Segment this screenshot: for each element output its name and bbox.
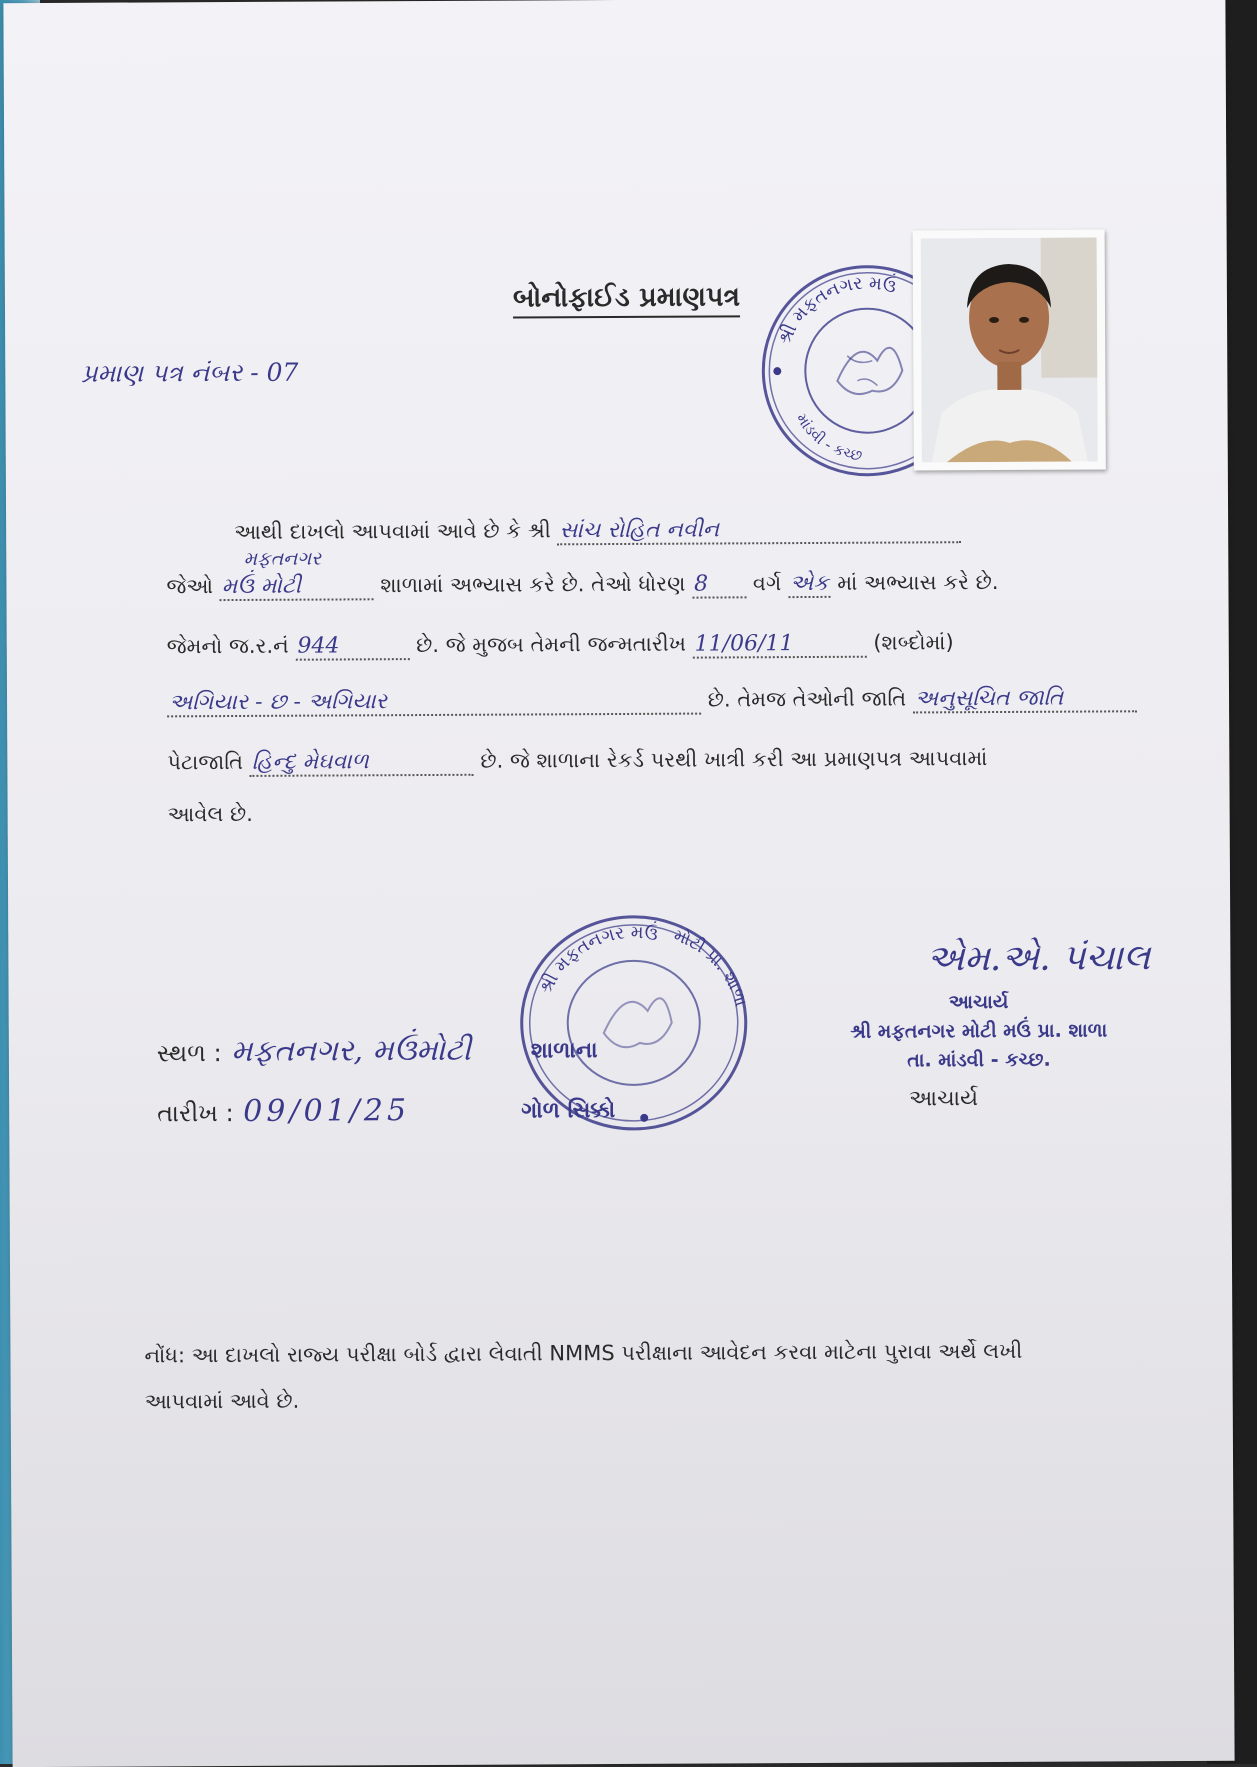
seal-text-top: શ્રી મફતનગર મઉં	[774, 272, 899, 348]
seal2-text-top: શ્રી મફતનગર મઉં	[535, 921, 660, 998]
standard-field: 8	[692, 571, 746, 598]
stamp-school: શ્રી મફતનગર મોટી મઉં પ્રા. શાળા	[850, 1019, 1108, 1043]
line2-suffix: માં અભ્યાસ કરે છે.	[837, 570, 999, 595]
note-line-1: નોંધ: આ દાખલો રાજ્ય પરીક્ષા બોર્ડ દ્વારા લેવાતી NMMS પરીક્ષાના આવેદન કરવા માટેના પુરાવા અર્થે લખી	[144, 1338, 1023, 1368]
birth-date-field: 11/06/11	[693, 631, 867, 659]
date-label: તારીખ :	[157, 1099, 234, 1128]
seal2-text-right: મોટી પ્રા. શાળા	[670, 925, 751, 1009]
school-above-text: મફતનગર	[243, 547, 322, 570]
svg-text:મોટી પ્રા. શાળા	[671, 924, 751, 1009]
body-line-2	[166, 547, 999, 601]
gr-number-field: 944	[295, 633, 409, 661]
body-line-1	[234, 516, 961, 547]
seal-caption-round-seal: ગોળ સિક્કો	[521, 1098, 616, 1124]
student-name-field: સાંચ રોહિત નવીન	[557, 516, 961, 545]
place-line	[157, 1033, 471, 1070]
note-line-2: આપવામાં આવે છે.	[144, 1388, 300, 1414]
body-line-5	[167, 746, 987, 777]
sub-caste-field: હિન્દુ મેઘવાળ	[250, 749, 474, 777]
certificate-paper	[3, 0, 1234, 1767]
line4-mid: છે. તેમજ તેઓની જાતિ	[707, 686, 907, 712]
line3-suffix: (શબ્દોમાં)	[873, 630, 954, 655]
line2-prefix: જેઓ	[166, 574, 214, 599]
certificate-title: બોનોફાઈડ પ્રમાણપત્ર	[513, 281, 740, 318]
body-line-3	[167, 630, 954, 661]
principal-signature: એમ.એ. પંચાલ	[926, 937, 1151, 980]
birth-date-words-field: અગિયાર - છ - અગિયાર	[167, 688, 701, 718]
line1-prefix: આથી દાખલો આપવામાં આવે છે કે શ્રી	[234, 518, 551, 545]
body-line-4	[167, 685, 1137, 717]
seal-text-bottom: માંડવી - કચ્છ	[792, 410, 864, 465]
footer-note	[144, 1327, 1134, 1424]
line2-mid2: વર્ગ	[752, 571, 782, 596]
body-line-6: આવેલ છે.	[167, 801, 253, 827]
principal-label: આચાર્ય	[909, 1086, 979, 1112]
line5-suffix: છે. જે શાળાના રેકર્ડ પરથી ખાત્રી કરી આ પ્રમાણપત્ર આપવામાં	[480, 746, 988, 773]
line3-prefix: જેમનો જ.ર.નં	[166, 633, 289, 659]
date-line	[157, 1093, 410, 1129]
class-field: એક	[788, 571, 831, 598]
line2-mid: શાળામાં અભ્યાસ કરે છે. તેઓ ધોરણ	[380, 571, 686, 598]
stamp-title: આચાર્ય	[948, 990, 1009, 1014]
place-value: મફતનગર, મઉંમોટી	[231, 1032, 472, 1070]
school-name-field: મઉં મોટી	[220, 573, 374, 601]
place-label: સ્થળ :	[156, 1039, 222, 1068]
caste-field: અનુસૂચિત જાતિ	[913, 685, 1137, 713]
date-value: 09/01/25	[243, 1093, 411, 1129]
line5-prefix: પેટાજાતિ	[167, 749, 244, 775]
stamp-taluka: તા. માંડવી - કચ્છ.	[907, 1048, 1051, 1072]
seal-caption-school: શાળાના	[530, 1038, 598, 1064]
certificate-number: પ્રમાણ પત્ર નંબર - 07	[81, 357, 299, 388]
principal-stamp	[809, 987, 1149, 1076]
line3-mid: છે. જે મુજબ તેમની જન્મતારીખ	[416, 631, 687, 658]
student-photo	[913, 229, 1106, 470]
